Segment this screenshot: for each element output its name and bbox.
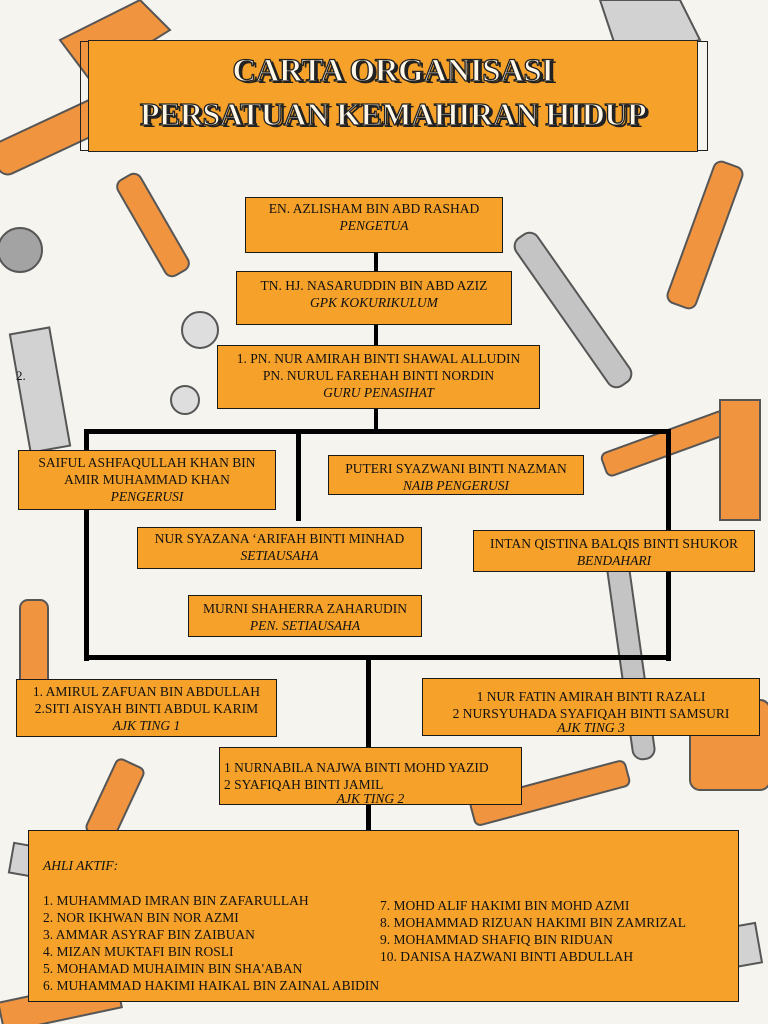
pengerusi-name-1: SAIFUL ASHFAQULLAH KHAN BIN [38, 455, 256, 470]
member-item: 3. AMMAR ASYRAF BIN ZAIBUAN [43, 927, 255, 942]
setiausaha-role: SETIAUSAHA [240, 548, 319, 563]
ajk2-name-2: 2 SYAFIQAH BINTI JAMIL [224, 777, 384, 792]
member-item: 6. MUHAMMAD HAKIMI HAIKAL BIN ZAINAL ABIDIN [43, 978, 380, 993]
pen-setiausaha-name: MURNI SHAHERRA ZAHARUDIN [202, 601, 407, 616]
title-banner [88, 40, 698, 152]
ajk-ting-2-box [219, 747, 522, 805]
ajk1-role: AJK TING 1 [112, 718, 181, 733]
pengerusi-role: PENGERUSI [110, 489, 184, 504]
ajk2-role: AJK TING 2 [336, 791, 405, 806]
ahli-aktif-col-1 [43, 892, 379, 994]
gpk-name: TN. HJ. NASARUDDIN BIN ABD AZIZ [260, 278, 488, 293]
penasihat-box [217, 345, 540, 409]
branch-drop-mid [296, 429, 301, 521]
member-item: 4. MIZAN MUKTAFI BIN ROSLI [43, 944, 234, 959]
penasihat-role: GURU PENASIHAT [323, 385, 434, 400]
bendahari-name: INTAN QISTINA BALQIS BINTI SHUKOR [490, 536, 738, 551]
gpk-role: GPK KOKURIKULUM [310, 295, 438, 310]
naib-pengerusi-role: NAIB PENGERUSI [402, 478, 510, 493]
ahli-aktif-box [28, 830, 739, 1002]
ajk3-role: AJK TING 3 [557, 720, 625, 735]
branch-bar-top [84, 429, 671, 434]
pen-setiausaha-box [188, 595, 422, 637]
setiausaha-box [137, 527, 422, 569]
member-item: 10. DANISA HAZWANI BINTI ABDULLAH [380, 949, 634, 964]
ahli-aktif-col-2 [380, 897, 686, 965]
ajk-ting-1-box [16, 679, 277, 737]
naib-pengerusi-box [328, 455, 584, 495]
title-line-1: CARTA ORGANISASI [232, 53, 554, 89]
gpk-box [236, 271, 512, 325]
penasihat-name-1: 1. PN. NUR AMIRAH BINTI SHAWAL ALLUDIN [236, 351, 521, 366]
pengetua-box [245, 197, 503, 253]
setiausaha-name: NUR SYAZANA ‘ARIFAH BINTI MINHAD [154, 531, 405, 546]
ajk-ting-3-box [422, 678, 760, 736]
ajk1-name-1: 1. AMIRUL ZAFUAN BIN ABDULLAH [32, 684, 261, 699]
penasihat-name-2: PN. NURUL FAREHAH BINTI NORDIN [262, 368, 495, 383]
branch-drop-center [366, 655, 371, 835]
pen-setiausaha-role: PEN. SETIAUSAHA [249, 618, 361, 633]
pengerusi-name-2: AMIR MUHAMMAD KHAN [64, 472, 230, 487]
stray-marker: 2. [16, 368, 26, 383]
member-item: 2. NOR IKHWAN BIN NOR AZMI [43, 910, 239, 925]
ajk3-name-2: 2 NURSYUHADA SYAFIQAH BINTI SAMSURI [452, 706, 730, 721]
ajk2-name-1: 1 NURNABILA NAJWA BINTI MOHD YAZID [224, 760, 489, 775]
naib-pengerusi-name: PUTERI SYAZWANI BINTI NAZMAN [345, 461, 567, 476]
pengetua-role: PENGETUA [339, 218, 409, 233]
member-item: 8. MOHAMMAD RIZUAN HAKIMI BIN ZAMRIZAL [380, 915, 686, 930]
member-item: 9. MOHAMMAD SHAFIQ BIN RIDUAN [380, 932, 613, 947]
title-line-2: PERSATUAN KEMAHIRAN HIDUP [139, 96, 647, 132]
branch-bar-bottom [84, 655, 671, 660]
bendahari-box [473, 530, 755, 572]
member-item: 7. MOHD ALIF HAKIMI BIN MOHD AZMI [380, 898, 630, 913]
member-item: 5. MOHAMAD MUHAIMIN BIN SHA'ABAN [43, 961, 303, 976]
ajk1-name-2: 2.SITI AISYAH BINTI ABDUL KARIM [34, 701, 259, 716]
ahli-aktif-heading: AHLI AKTIF: [43, 858, 119, 873]
bendahari-role: BENDAHARI [576, 553, 652, 568]
ajk3-name-1: 1 NUR FATIN AMIRAH BINTI RAZALI [476, 689, 706, 704]
member-item: 1. MUHAMMAD IMRAN BIN ZAFARULLAH [43, 893, 309, 908]
pengetua-name: EN. AZLISHAM BIN ABD RASHAD [268, 201, 480, 216]
pengerusi-box [18, 450, 276, 510]
